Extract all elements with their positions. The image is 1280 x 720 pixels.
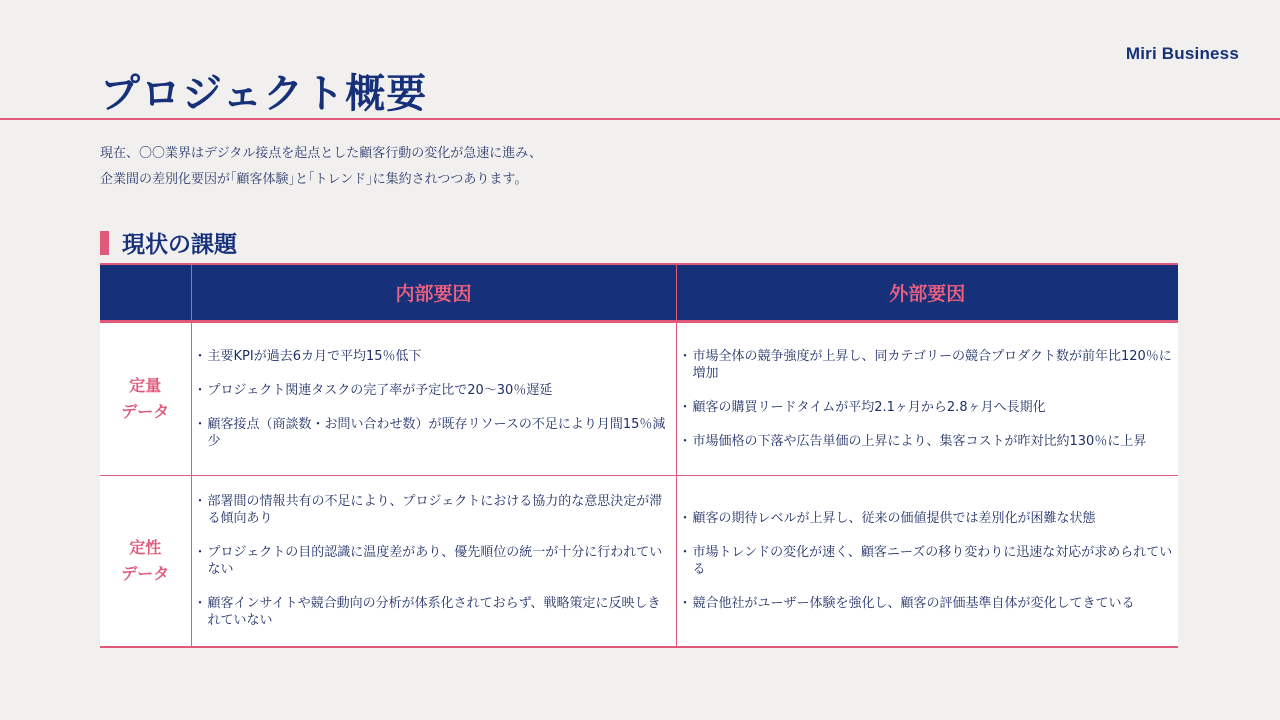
section-marker: [100, 231, 109, 255]
list-item: ・ 部署間の情報共有の不足により、プロジェクトにおける協力的な意思決定が滞る傾向あり: [198, 493, 672, 527]
table-row: [100, 476, 1178, 648]
brand-logo: Miri Business: [1125, 44, 1239, 63]
list-item: ・ プロジェクトの目的認識に温度差があり、優先順位の統一が十分に行われていない: [198, 544, 672, 578]
header-internal: 内部要因: [191, 264, 676, 322]
table-row: [100, 322, 1178, 476]
page-title: プロジェクト概要: [100, 71, 428, 117]
row-label-line: データ: [121, 564, 170, 583]
issues-table: [100, 263, 1178, 648]
list-item: ・ 市場価格の下落や広告単価の上昇により、集客コストが昨対比約130％に上昇: [683, 433, 1175, 450]
cell-external-qualitative: [676, 476, 1178, 648]
cell-internal-qualitative: [191, 476, 676, 648]
cell-external-quantitative: [676, 322, 1178, 476]
list-item: ・ 市場全体の競争強度が上昇し、同カテゴリーの競合プロダクト数が前年比120％に増加: [683, 348, 1175, 382]
table-header-row: [100, 264, 1178, 322]
row-label-qualitative: [100, 476, 191, 648]
row-label-line: 定性: [129, 538, 162, 557]
lead-line: 現在、〇〇業界はデジタル接点を起点とした顧客行動の変化が急速に進み、: [100, 146, 543, 161]
list-item: ・ 顧客接点（商談数・お問い合わせ数）が既存リソースの不足により月間15％減少: [198, 416, 672, 450]
title-divider: [0, 118, 1280, 120]
row-label-line: データ: [121, 402, 170, 421]
list-item: ・ 顧客の購買リードタイムが平均2.1ヶ月から2.8ヶ月へ長期化: [683, 399, 1175, 416]
header-corner: [100, 264, 191, 322]
row-label-line: 定量: [129, 376, 162, 395]
list-item: ・ 顧客インサイトや競合動向の分析が体系化されておらず、戦略策定に反映しきれていない: [198, 595, 672, 629]
list-item: ・ 競合他社がユーザー体験を強化し、顧客の評価基準自体が変化してきている: [683, 595, 1175, 612]
list-item: ・ 主要KPIが過去6カ月で平均15％低下: [198, 348, 672, 365]
cell-internal-quantitative: [191, 322, 676, 476]
lead-paragraph: [100, 141, 542, 193]
row-label-quantitative: [100, 322, 191, 476]
lead-line: 企業間の差別化要因が｢顧客体験｣と｢トレンド｣に集約されつつあります。: [100, 172, 528, 187]
section-title: 現状の課題: [122, 232, 237, 258]
list-item: ・ プロジェクト関連タスクの完了率が予定比で20〜30％遅延: [198, 382, 672, 399]
list-item: ・ 顧客の期待レベルが上昇し、従来の価値提供では差別化が困難な状態: [683, 510, 1175, 527]
section-heading: [100, 226, 237, 259]
header-external: 外部要因: [676, 264, 1178, 322]
list-item: ・ 市場トレンドの変化が速く、顧客ニーズの移り変わりに迅速な対応が求められている: [683, 544, 1175, 578]
